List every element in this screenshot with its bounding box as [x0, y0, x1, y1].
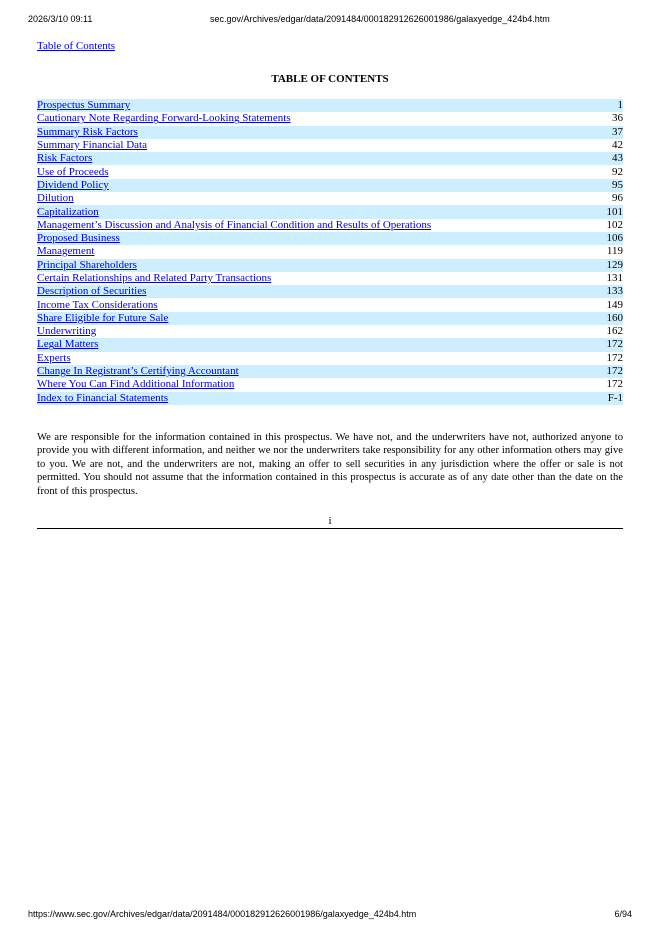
- toc-row: [37, 232, 623, 245]
- toc-row: [37, 392, 623, 405]
- toc-entry-cell: [37, 378, 599, 391]
- toc-entry-link[interactable]: Index to Financial Statements: [37, 391, 169, 404]
- toc-row: [37, 165, 623, 178]
- toc-entry-cell: [37, 179, 599, 192]
- toc-entry-link[interactable]: Summary Risk Factors: [37, 125, 138, 138]
- toc-page-number: 101: [599, 205, 623, 218]
- toc-entry-link[interactable]: Description of Securities: [37, 285, 147, 298]
- toc-row: [37, 179, 623, 192]
- toc-page-number: 106: [599, 232, 623, 245]
- toc-row: [37, 219, 623, 232]
- toc-entry-cell: [37, 272, 599, 285]
- toc-entry-link[interactable]: Use of Proceeds: [37, 165, 109, 178]
- toc-page-number: 92: [612, 165, 623, 178]
- toc-row: [37, 312, 623, 325]
- toc-entry-cell: [37, 392, 599, 405]
- toc-page-number: 43: [599, 152, 623, 165]
- toc-page-number: 149: [606, 298, 623, 311]
- toc-entry-link[interactable]: Cautionary Note Regarding Forward-Looking Statements: [37, 112, 291, 125]
- toc-page-number: 37: [599, 126, 623, 139]
- toc-table: [37, 99, 623, 405]
- toc-page-number: 129: [599, 259, 623, 272]
- toc-entry-cell: [37, 285, 599, 298]
- toc-entry-cell: [37, 126, 599, 139]
- toc-row: [37, 259, 623, 272]
- toc-row: [37, 338, 623, 351]
- toc-entry-cell: [37, 365, 599, 378]
- toc-row: [37, 126, 623, 139]
- page-rule: [37, 528, 623, 529]
- document-content: [37, 36, 623, 529]
- toc-page-number: 172: [599, 365, 623, 378]
- toc-row: [37, 139, 623, 152]
- toc-page-number: 36: [612, 112, 623, 125]
- toc-entry-cell: [37, 298, 599, 311]
- toc-entry-link[interactable]: Principal Shareholders: [37, 258, 137, 271]
- toc-entry-link[interactable]: Experts: [37, 351, 71, 364]
- toc-page-number: 95: [599, 179, 623, 192]
- toc-row: [37, 352, 623, 365]
- toc-entry-link[interactable]: Dilution: [37, 192, 74, 205]
- toc-entry-link[interactable]: Underwriting: [37, 325, 97, 338]
- toc-row: [37, 365, 623, 378]
- toc-entry-cell: [37, 338, 599, 351]
- toc-page-number: 162: [606, 325, 623, 338]
- toc-row: [37, 285, 623, 298]
- toc-page-number: F-1: [599, 392, 623, 405]
- toc-page-number: 131: [606, 272, 623, 284]
- toc-entry-cell: [37, 312, 599, 325]
- toc-row: [37, 112, 623, 125]
- toc-row: [37, 325, 623, 338]
- toc-entry-link[interactable]: Capitalization: [37, 205, 99, 218]
- toc-entry-cell: [37, 352, 599, 365]
- toc-entry-link[interactable]: Share Eligible for Future Sale: [37, 311, 169, 324]
- toc-page-number: 172: [606, 351, 623, 364]
- toc-entry-cell: [37, 152, 599, 165]
- toc-row: [37, 245, 623, 258]
- toc-entry-cell: [37, 232, 599, 245]
- toc-page-number: 133: [599, 285, 623, 298]
- toc-entry-link[interactable]: Management: [37, 245, 95, 258]
- footer-page-count: 6/94: [614, 909, 632, 919]
- toc-entry-link[interactable]: Proposed Business: [37, 232, 120, 245]
- toc-entry-cell: [37, 165, 599, 178]
- toc-entry-cell: [37, 325, 599, 338]
- toc-entry-link[interactable]: Change In Registrant’s Certifying Accountant: [37, 365, 239, 378]
- toc-page-number: 96: [612, 192, 623, 205]
- toc-entry-link[interactable]: Where You Can Find Additional Information: [37, 378, 235, 391]
- toc-page-number: 1: [599, 99, 623, 112]
- toc-entry-cell: [37, 245, 599, 258]
- toc-entry-cell: [37, 205, 599, 218]
- print-datetime: 2026/3/10 09:11: [28, 14, 93, 24]
- toc-entry-cell: [37, 192, 599, 205]
- toc-entry-link[interactable]: Dividend Policy: [37, 178, 109, 191]
- toc-page-number: 119: [606, 245, 623, 258]
- toc-entry-cell: [37, 99, 599, 112]
- toc-row: [37, 298, 623, 311]
- toc-entry-link[interactable]: Certain Relationships and Related Party Transactions: [37, 272, 272, 284]
- toc-row: [37, 152, 623, 165]
- toc-entry-cell: [37, 259, 599, 272]
- page-number: i: [328, 515, 332, 528]
- toc-entry-link[interactable]: Prospectus Summary: [37, 99, 131, 112]
- toc-row: [37, 99, 623, 112]
- toc-page-number: 172: [599, 338, 623, 351]
- toc-page-number: 172: [606, 378, 623, 391]
- table-of-contents-link[interactable]: Table of Contents: [37, 40, 116, 52]
- toc-entry-link[interactable]: Management’s Discussion and Analysis of Financial Condition and Results of Operations: [37, 218, 432, 231]
- toc-entry-cell: [37, 139, 599, 152]
- toc-entry-cell: [37, 112, 599, 125]
- print-url: sec.gov/Archives/edgar/data/2091484/000182912626001986/galaxyedge_424b4.htm: [210, 14, 550, 24]
- toc-entry-link[interactable]: Income Tax Considerations: [37, 298, 158, 311]
- print-header: [0, 14, 662, 26]
- footer-url: https://www.sec.gov/Archives/edgar/data/2091484/000182912626001986/galaxyedge_424b4.htm: [28, 909, 417, 919]
- toc-page-number: 160: [599, 312, 623, 325]
- toc-entry-link[interactable]: Legal Matters: [37, 338, 99, 351]
- print-footer: [0, 909, 662, 921]
- toc-entry-link[interactable]: Summary Financial Data: [37, 139, 147, 152]
- toc-entry-link[interactable]: Risk Factors: [37, 152, 93, 165]
- toc-entry-cell: [37, 219, 599, 232]
- toc-row: [37, 192, 623, 205]
- toc-page-number: 42: [612, 139, 623, 152]
- disclaimer-paragraph: We are responsible for the information contained in this prospectus. We have not, and the underwriters have not, authorized anyone to provide you with different information, and neither we nor the underwriters take responsibility for any other information others may give to you. We are not, and the underwriters are not, making an offer to sell securities in any jurisdiction where the offer or sale is not permitted. You should not assume that the information contained in this prospectus is accurate as of any date other than the date on the front of this prospectus.: [37, 431, 623, 497]
- toc-page-number: 102: [606, 218, 623, 231]
- toc-row: [37, 205, 623, 218]
- toc-row: [37, 378, 623, 391]
- toc-row: [37, 272, 623, 285]
- toc-heading: TABLE OF CONTENTS: [271, 73, 389, 85]
